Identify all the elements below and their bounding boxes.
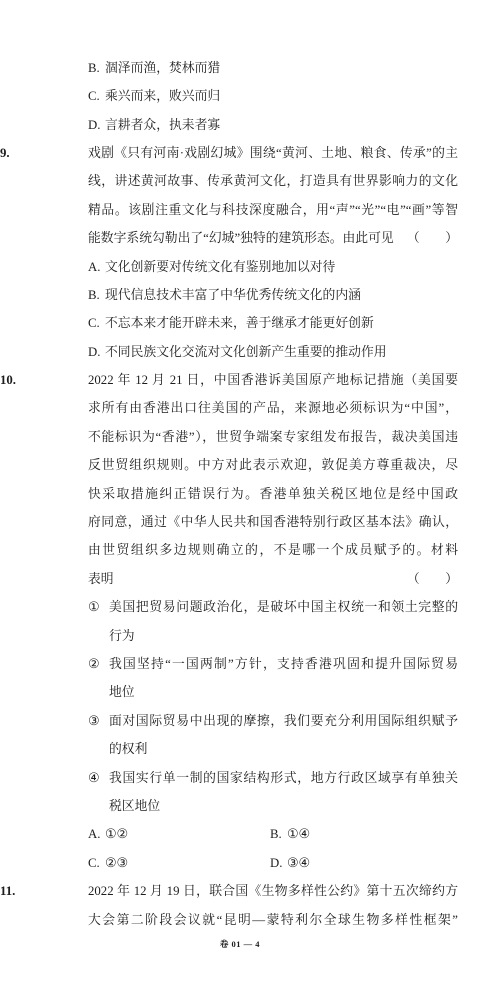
question-number: 10. [0,373,16,388]
question-10-stem-line [0,536,480,564]
option-label: B. [88,287,100,302]
stem-text: 反世贸组织规则。中方对此表示欢迎，敦促美方尊重裁决，尽 [88,458,458,473]
statement-text: 美国把贸易问题政治化，是破坏中国主权统一和领土完整的 [109,600,458,615]
question-9-stem-line [0,196,480,224]
stem-text: 表明 [88,571,114,586]
question-9-stem-line [0,167,480,195]
stem-text: 由世贸组织多边规则确立的，不是哪一个成员赋予的。材料 [88,543,458,558]
stem-text: 线，讲述黄河故事、传承黄河文化，打造具有世界影响力的文化 [88,174,458,189]
question-10-stem-line [0,508,480,536]
option-A [88,820,270,848]
option-B [0,281,480,309]
option-label: C. [88,316,100,331]
question-9-stem-line [0,139,480,167]
stem-text: 求所有由香港出口往美国的产品，来源地必须标识为“中国”， [88,401,458,416]
question-11-stem-line [0,877,480,905]
option-text: ②③ [105,855,128,870]
question-10-stem-line [0,565,480,593]
option-A [0,253,480,281]
stem-text: 精品。该剧注重文化与科技深度融合，用“声”“光”“电”“画”等智 [88,202,458,217]
option-label: D. [88,117,101,132]
option-B [0,54,480,82]
statement-1 [0,593,480,621]
statement-text: 行为 [109,628,135,643]
option-text: ①④ [287,827,310,842]
statement-marker: ④ [88,770,100,785]
option-text: ①② [105,827,128,842]
option-text: 涸泽而渔，焚林而猎 [105,60,221,75]
question-number: 9. [0,145,10,160]
option-text: 文化创新要对传统文化有鉴别地加以对待 [105,259,336,274]
statement-text: 的权利 [109,742,148,757]
option-D [270,849,452,877]
stem-text: 快采取措施纠正错误行为。香港单独关税区地位是经中国政 [88,486,458,501]
option-text: ③④ [287,855,310,870]
stem-text: 大会第二阶段会议就“昆明—蒙特利尔全球生物多样性框架” [88,912,458,927]
option-D [0,338,480,366]
statement-3-continued [0,735,480,763]
statement-marker: ① [88,600,100,615]
stem-text: 不能标识为“香港”），世贸争端案专家组发布报告，裁决美国违 [88,429,458,444]
stem-text: 能数字系统勾勒出了“幻城”独特的建筑形态。由此可见 [88,231,394,246]
question-10-stem-line [0,451,480,479]
question-number: 11. [0,884,16,899]
question-10-stem-line [0,394,480,422]
option-label: A. [88,827,101,842]
statement-4 [0,764,480,792]
question-11-stem-line [0,906,480,934]
option-B [270,820,452,848]
stem-text: 2022 年 12 月 21 日，中国香港诉美国原产地标记措施（美国要 [88,373,458,388]
statement-text: 地位 [109,685,135,700]
page-content [0,54,480,934]
option-C [88,849,270,877]
statement-4-continued [0,792,480,820]
stem-text: 戏剧《只有河南·戏剧幻城》围绕“黄河、土地、粮食、传承”的主 [88,145,458,160]
option-text: 现代信息技术丰富了中华优秀传统文化的内涵 [105,287,361,302]
question-9-stem-line [0,224,480,252]
statement-text: 我国实行单一制的国家结构形式，地方行政区域享有单独关 [109,770,458,785]
question-10-stem-line [0,423,480,451]
statement-text: 面对国际贸易中出现的摩擦，我们要充分利用国际组织赋予 [109,713,458,728]
statement-marker: ② [88,657,100,671]
stem-text: 府同意，通过《中华人民共和国香港特别行政区基本法》确认， [88,515,458,530]
option-label: D. [270,855,283,870]
statement-text: 税区地位 [109,798,161,813]
option-label: B. [270,827,282,842]
option-row [0,820,480,848]
statement-marker: ③ [88,713,100,728]
option-C [0,309,480,337]
statement-3 [0,707,480,735]
option-D [0,111,480,139]
page-footer: 卷 01 — 4 [219,939,261,949]
statement-2 [0,650,480,678]
option-row [0,849,480,877]
stem-text: 2022 年 12 月 19 日，联合国《生物多样性公约》第十五次缔约方 [88,884,458,899]
option-label: A. [88,259,101,274]
question-10-stem-line [0,480,480,508]
option-text: 不同民族文化交流对文化创新产生重要的推动作用 [105,344,387,359]
question-10-stem-line [0,366,480,394]
option-label: C. [88,89,100,104]
option-text: 言耕者众，执耒者寡 [105,117,221,132]
option-C [0,82,480,110]
answer-bracket: （ ） [406,231,458,246]
option-text: 不忘本来才能开辟未来，善于继承才能更好创新 [105,316,374,331]
statement-2-continued [0,678,480,706]
answer-bracket: （ ） [406,571,458,586]
statement-1-continued [0,622,480,650]
statement-text: 我国坚持“一国两制”方针，支持香港巩固和提升国际贸易 [109,657,458,671]
option-label: D. [88,344,101,359]
option-text: 乘兴而来，败兴而归 [105,89,221,104]
option-label: C. [88,855,100,870]
option-label: B. [88,60,100,75]
